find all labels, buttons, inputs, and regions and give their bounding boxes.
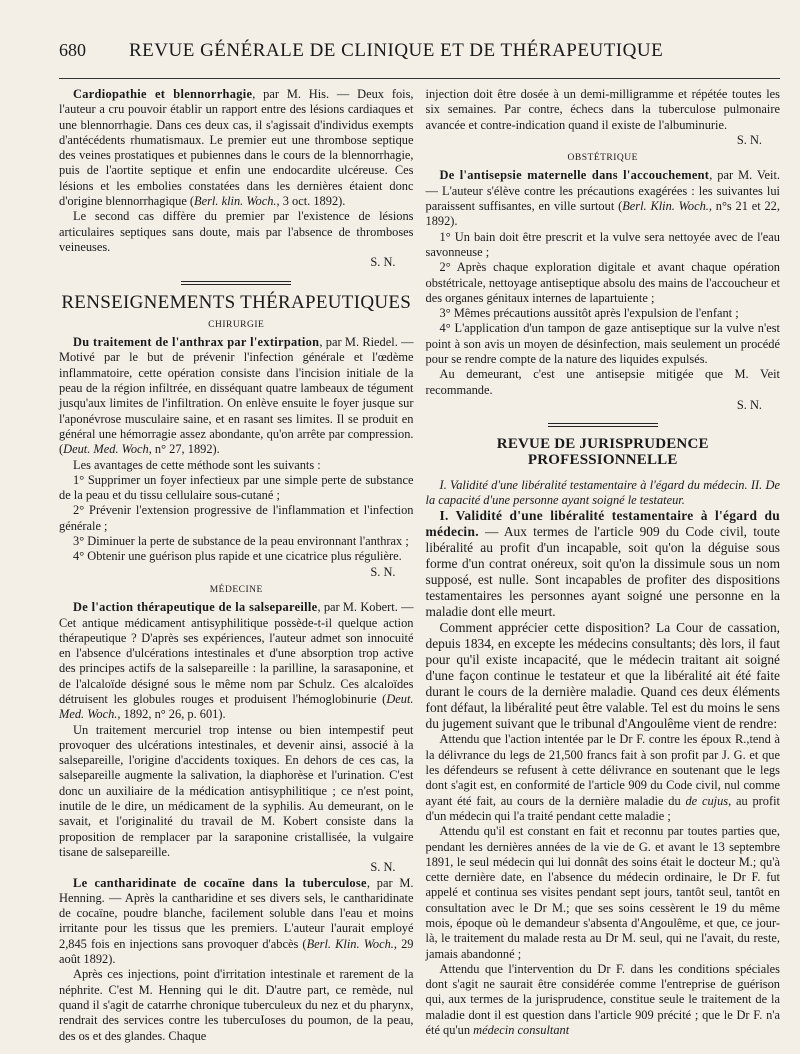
paragraph: Après ces injections, point d'irritation intestinale et rarement de la néphrite. C'est M. Henning qui le dit. D'autre part, ce remède, nul quand il s'agit de catarrhe chronique tuberculeux du nez et du pharynx, rendrait des services contre les tubercuIoses du poumon, de la peau, des os et des glandes. Chaque	[59, 967, 414, 1043]
list-item: 3° Mêmes précautions aussitôt après l'expulsion de l'enfant ;	[439, 306, 739, 321]
paragraph: injection doit être dosée à un demi-milligramme et répétée toutes les six semaines. Par contre, échecs dans la tuberculose pulmonaire avancée et contre-indication quand il existe de l'albuminurie.	[425, 87, 780, 132]
paragraph: Au demeurant, c'est une antisepsie mitigée que M. Veit recommande.	[425, 367, 780, 397]
article-salsepareille: De l'action thérapeutique de la salsepareille, par M. Kobert. — Cet antique médicament antisyphilitique possède-t-il quelque action thérapeutique ? D'après ses expériences, l'auteur admet son innocuité en l'absence d'ulcérations intestinales et d'une absorption trop active des principes actifs de la salsepareille : la parilline, la sarasaponine, et de l'alcaloïde désigné sous le même nom par Schulz. Ces alcaloïdes détruisent les globules rouges et produisent l'hémoglobinurie (Deut. Med. Woch., 1892, n° 26, p. 601).	[59, 600, 414, 722]
list-item: 4° Obtenir une guérison plus rapide et une cicatrice plus régulière.	[73, 549, 402, 564]
page-number: 680	[59, 40, 86, 60]
list-item: 2° Prévenir l'extension progressive de l'inflammation et l'infection générale ;	[59, 503, 414, 533]
list-item: 1° Supprimer un foyer infectieux par une simple perte de substance de la peau et du tissu cellulaire sous-cutané ;	[59, 472, 414, 503]
paragraph: Les avantages de cette méthode sont les suivants :	[73, 457, 321, 472]
paragraph: Attendu que l'action intentée par le Dr F. contre les époux R.,tend à la délivrance du legs de 21,500 francs fait à son profit par J. G. et que les défendeurs se refusent à cette délivrance en soutenant que le legs dont s'agit est, en conformité de l'article 909 du Code civil, nul comme ayant été fait, au cours de la dernière maladie du de cujus, au profit d'un médecin qui l'a traité pendant cette maladie ;	[425, 732, 780, 823]
list-item: 4° L'application d'un tampon de gaze antiseptique sur la vulve n'est point à son avis un moyen de désinfection, mais seulement un procédé pour se rendre compte de la nature des liquides expulsés.	[425, 321, 780, 367]
paragraph: Comment apprécier cette disposition? La Cour de cassation, depuis 1834, en excepte les médecins consultants; dès lors, il faut pour qu'il existe incapacité, que le médecin traitant ait soigné d'une façon continue le testateur et que la libéralité ait été faite durant le cours de la dernière maladie. Quand ces deux éléments font défaut, la libéralité peut être valable. Tel est du moins le sens du jugement suivant que le tribunal d'Angoulême vient de rendre:	[425, 620, 780, 732]
signature: S. N.	[370, 860, 396, 875]
signature: S. N.	[736, 132, 762, 147]
section-divider	[548, 423, 658, 427]
article-cardiopathie: Cardiopathie et blennorrhagie, par M. His. — Deux fois, l'auteur a cru pouvoir établir un rapport entre des lésions cardiaques et une blennorrhagie. Dans ces deux cas, il s'agissait d'individus exempts d'antécédents rhumatismaux. Le premier eut une thrombose septique des veines prostatiques et pubiennes dans le cours de la blennorrhagie, puis de l'aortite septique et enfin une endocardite ulcéreuse. Ces lésions et les embolies constatées dans les dernières étaient donc d'origine blennorrhagique (Berl. klin. Woch., 3 oct. 1892).	[59, 87, 414, 209]
signature: S. N.	[736, 397, 762, 412]
running-title: REVUE GÉNÉRALE DE CLINIQUE ET DE THÉRAPEUTIQUE	[129, 40, 664, 61]
signature: S. N.	[370, 255, 396, 270]
article-anthrax: Du traitement de l'anthrax par l'extirpation, par M. Riedel. — Motivé par le but de prévenir l'infection générale et l'œdème inflammatoire, cette opération consiste dans l'incision initiale de la peau de la région infiltrée, en disséquant quatre lambeaux de tégument jusqu'aux limites de l'infiltration. On enlève ensuite le foyer jusque sur l'aponévrose musculaire saine, et en rasant ses limites. Il se produit en général une hémorragie assez abondante, qu'on arrête par compression. (Deut. Med. Woch, n° 27, 1892).	[59, 335, 414, 457]
subhead-chirurgie: CHIRURGIE	[208, 319, 265, 330]
article-liberalite: I. Validité d'une libéralité testamentaire à l'égard du médecin. — Aux termes de l'article 909 du Code civil, toute libéralité au profit d'un incapable, soit qu'on la déguise sous forme d'un contrat onéreux, soit qu'on la dissimule sous un nom supposé, est nulle. Sont incapables de profiter des dispositions testamentaires les personnes ayant soigné une personne en la maladie dont elle meurt.	[425, 508, 780, 620]
columns	[59, 87, 780, 1044]
left-column	[59, 87, 414, 1044]
list-item: 1° Un bain doit être prescrit et la vulve sera nettoyée avec de l'eau savonneuse ;	[425, 229, 780, 259]
paragraph: Le second cas diffère du premier par l'existence de lésions articulaires septiques sans doute, mais par l'absence de thromboses veineuses.	[59, 209, 414, 254]
page-header	[59, 40, 780, 78]
paragraph: Un traitement mercuriel trop intense ou bien intempestif peut provoquer des ulcérations intestinales, et devenir ainsi, associé à la salsepareille, l'origine d'accidents toxiques. En dehors de ces cas, la salsepareille augmente la salivation, la diaphorèse et l'urination. C'est donc un auxiliaire de la médication antisyphilitique ; ce n'est point, inutile de le dire, un médicament de la syphilis. Au demeurant, on le savait, et l'originalité du travail de M. Kobert consiste dans la proposition de remplacer par la saraponine cristallisée, la vulgaire tisane de salsepareille.	[59, 722, 414, 859]
paragraph: Attendu que l'intervention du Dr F. dans les conditions spéciales dont s'agit ne saurait être considérée comme l'entreprise de guérison qui, aux termes de la jurisprudence, constitue seule le traitement de la maladie dont il est question dans l'article 909 précité ; que le Dr F. n'a été qu'un médecin consultant	[425, 961, 780, 1038]
signature: S. N.	[370, 564, 396, 579]
right-column	[426, 87, 781, 1044]
paragraph: Attendu qu'il est constant en fait et reconnu par toutes parties que, pendant les dernières années de la vie de G. et avant le 13 septembre 1891, le seul médecin qui lui donnât des soins était le docteur M.; qu'à cette dernière date, en l'absence du médecin ordinaire, le Dr F. fut appelé et continua ses visites pendant sept jours, tantôt seul, tantôt en consultation avec le Dr M.; que ses soins cessèrent le 19 du même mois, époque où le demandeur s'absenta d'Angoulême, et que, ce jour-là, le traitement du malade resta au Dr M. seul, qui ne l'avait, du reste, jamais abandonné ;	[425, 824, 780, 961]
list-item: 3° Diminuer la perte de substance de la peau environnant l'anthrax ;	[73, 534, 409, 549]
section-title-renseignements: RENSEIGNEMENTS THÉRAPEUTIQUES	[61, 291, 412, 313]
section-divider	[181, 281, 291, 285]
section-title-jurisprudence: REVUE DE JURISPRUDENCE PROFESSIONNELLE	[496, 436, 709, 468]
header-rule	[59, 78, 780, 79]
subhead-medecine: MÉDECINE	[209, 584, 263, 595]
list-item: 2° Après chaque exploration digitale et avant chaque opération obstétricale, nettoyage antiseptique absolu des mains de l'accoucheur et des organes génitaux internes de lapartuiente ;	[425, 260, 780, 305]
article-antisepsie: De l'antisepsie maternelle dans l'accouchement, par M. Veit. — L'auteur s'élève contre les précautions exagérées : les suivantes lui paraissent suffisantes, en ville surtout (Berl. Klin. Woch., n°s 21 et 22, 1892).	[425, 168, 780, 229]
article-cantharidinate: Le cantharidinate de cocaïne dans la tuberculose, par M. Henning. — Après la cantharidine et ses divers sels, le cantharidinate de cocaïne, poudre blanche, facilement soluble dans l'eau et moins irritante pour les tissus que les premiers. L'auteur l'aurait employé 2,845 fois en injections sans provoquer d'abcès (Berl. Klin. Woch., 29 août 1892).	[59, 875, 414, 967]
summary: I. Validité d'une libéralité testamentaire à l'égard du médecin. II. De la capacité d'une personne ayant soigné le testateur.	[425, 477, 780, 508]
subhead-obstetrique: OBSTÉTRIQUE	[567, 153, 638, 164]
